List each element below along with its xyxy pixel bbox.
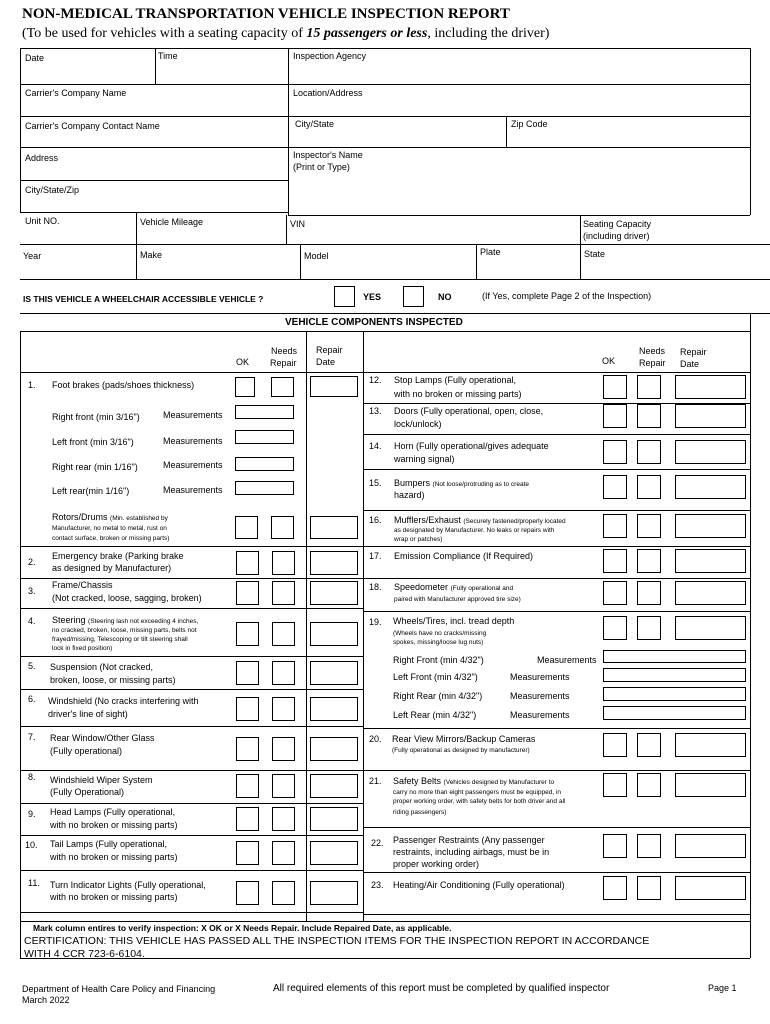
model-input[interactable] — [304, 263, 472, 277]
item-1a-label: Right front (min 3/16") — [52, 412, 140, 422]
item-3-ok-checkbox[interactable] — [236, 581, 259, 605]
item-3-repair-date[interactable] — [310, 581, 358, 605]
item-19-ok-checkbox[interactable] — [603, 616, 627, 640]
grid-line — [363, 770, 750, 771]
item-22-detail-2: proper working order) — [393, 859, 480, 869]
item-18-label: Speedometer (Fully operational and — [394, 582, 514, 592]
col-needs-left: Needs — [271, 346, 298, 356]
item-4-detail-3: lock in fixed position) — [52, 645, 113, 652]
item-6-needs-repair-checkbox[interactable] — [272, 697, 295, 721]
item-2-number: 2. — [28, 557, 36, 567]
item-21-ok-checkbox[interactable] — [603, 773, 627, 797]
item-1d-measurements-label: Measurements — [163, 485, 223, 495]
item-22-needs-repair-checkbox[interactable] — [637, 834, 661, 858]
grid-line — [20, 279, 770, 280]
city-state-input[interactable] — [292, 132, 502, 145]
item-2-label: Emergency brake (Parking brake — [52, 551, 184, 561]
grid-line — [580, 215, 581, 279]
item-21-label: Safety Belts (Vehicles designed by Manufacturer to — [393, 776, 555, 786]
item-6-label: Windshield (No cracks interfering with — [48, 696, 199, 706]
model-label: Model — [304, 251, 329, 261]
grid-line — [286, 215, 287, 244]
grid-line — [363, 611, 750, 612]
unit-no-input[interactable] — [24, 229, 132, 242]
item-9-detail: with no broken or missing parts) — [50, 820, 178, 830]
grid-line — [300, 244, 301, 279]
seating-capacity-sub-label: (including driver) — [583, 231, 650, 241]
item-18-needs-repair-checkbox[interactable] — [637, 581, 661, 605]
item-12-detail: with no broken or missing parts) — [394, 389, 522, 399]
report-subtitle: (To be used for vehicles with a seating capacity of 15 passengers or less, including the driver) — [22, 26, 550, 41]
item-1-ok-checkbox[interactable] — [235, 377, 255, 397]
grid-line — [20, 578, 363, 579]
item-19-detail-1: (Wheels have no cracks/missing — [393, 630, 487, 637]
grid-line — [155, 48, 156, 84]
item-12-label: Stop Lamps (Fully operational, — [394, 375, 517, 385]
item-19-detail-2: spokes, missing/loose lug nuts) — [393, 639, 484, 646]
item-2-detail: as designed by Manufacturer) — [52, 563, 172, 573]
item-12-ok-checkbox[interactable] — [603, 375, 627, 399]
item-19c-measurements-label: Measurements — [510, 691, 570, 701]
item-20-repair-date[interactable] — [675, 733, 746, 757]
item-14-ok-checkbox[interactable] — [603, 440, 627, 464]
item-1-repair-date[interactable] — [310, 376, 358, 397]
item-13-detail: lock/unlock) — [394, 419, 442, 429]
inspector-name-input[interactable] — [292, 176, 746, 212]
item-13-repair-date[interactable] — [675, 404, 746, 428]
year-label: Year — [23, 251, 42, 261]
item-22-detail-1: restraints, including airbags, must be in — [393, 847, 550, 857]
grid-line — [476, 244, 477, 279]
grid-line — [363, 728, 750, 729]
wheelchair-yes-label: YES — [363, 292, 382, 302]
item-14-repair-date[interactable] — [675, 440, 746, 464]
item-22-ok-checkbox[interactable] — [603, 834, 627, 858]
item-10-detail: with no broken or missing parts) — [50, 852, 178, 862]
vin-label: VIN — [290, 219, 306, 229]
grid-line — [20, 212, 288, 213]
item-1b-measurement-input[interactable] — [235, 430, 294, 444]
item-3-detail: (Not cracked, loose, sagging, broken) — [52, 593, 202, 603]
item-3-needs-repair-checkbox[interactable] — [272, 581, 295, 605]
item-5-number: 5. — [28, 661, 36, 671]
item-17-number: 17. — [369, 551, 382, 561]
item-15-label: Bumpers (Not loose/protruding as to create — [394, 478, 529, 488]
item-1b-label: Left front (min 3/16") — [52, 437, 134, 447]
grid-line — [506, 116, 507, 147]
grid-line — [20, 770, 363, 771]
item-23-repair-date[interactable] — [675, 876, 746, 900]
grid-line — [363, 578, 750, 579]
item-3-label: Frame/Chassis — [52, 580, 113, 590]
department-name: Department of Health Care Policy and Financing — [22, 984, 216, 994]
item-4-detail-2: frayed/missing, Telescoping or tilt steering shall — [52, 636, 188, 643]
item-5-detail: broken, loose, or missing parts) — [50, 675, 176, 685]
grid-line — [288, 215, 750, 216]
item-14-label: Horn (Fully operational/gives adequate — [394, 441, 549, 451]
item-1c-measurement-input[interactable] — [235, 457, 294, 471]
item-15-ok-checkbox[interactable] — [603, 475, 627, 499]
certification-line-1: CERTIFICATION: THIS VEHICLE HAS PASSED ALL THE INSPECTION ITEMS FOR THE INSPECTION REPORT IN ACCORDANCE — [24, 935, 650, 947]
item-1-label: Foot brakes (pads/shoes thickness) — [52, 380, 195, 390]
item-19b-measurement-input[interactable] — [603, 668, 746, 682]
item-21-detail-3: riding passengers) — [393, 809, 447, 816]
item-1a-measurement-input[interactable] — [235, 405, 294, 419]
grid-line — [20, 912, 363, 913]
wheelchair-yes-checkbox[interactable] — [334, 286, 355, 307]
wheelchair-question: IS THIS VEHICLE A WHEELCHAIR ACCESSIBLE VEHICLE ? — [23, 294, 264, 304]
make-input[interactable] — [140, 263, 296, 277]
item-1e-ok-checkbox[interactable] — [235, 516, 258, 539]
item-8-label: Windshield Wiper System — [50, 775, 153, 785]
item-22-repair-date[interactable] — [675, 834, 746, 858]
wheelchair-no-label: NO — [438, 292, 452, 302]
grid-line — [363, 331, 364, 921]
item-23-ok-checkbox[interactable] — [603, 876, 627, 900]
grid-line — [20, 921, 750, 922]
wheelchair-no-checkbox[interactable] — [403, 286, 424, 307]
grid-line — [20, 331, 21, 958]
item-22-number: 22. — [371, 838, 384, 848]
grid-line — [20, 689, 363, 690]
item-18-number: 18. — [369, 582, 382, 592]
state-input[interactable] — [584, 263, 770, 277]
item-1e-detail-2: contact surface, broken or missing parts) — [52, 535, 170, 542]
item-16-detail-2: wrap or patches) — [394, 536, 443, 543]
grid-line — [20, 147, 750, 148]
item-3-number: 3. — [28, 586, 36, 596]
inspector-name-label: Inspector's Name — [293, 150, 363, 160]
plate-input[interactable] — [480, 263, 576, 277]
item-22-label: Passenger Restraints (Any passenger — [393, 835, 545, 845]
item-19-repair-date[interactable] — [675, 616, 746, 640]
item-19d-measurement-input[interactable] — [603, 706, 746, 720]
item-7-needs-repair-checkbox[interactable] — [272, 737, 295, 761]
grid-line — [363, 872, 750, 873]
grid-line — [750, 313, 751, 958]
year-input[interactable] — [24, 263, 132, 277]
item-1c-measurements-label: Measurements — [163, 460, 223, 470]
col-ok-left: OK — [236, 357, 250, 367]
item-10-label: Tail Lamps (Fully operational, — [50, 839, 168, 849]
item-19a-measurement-input[interactable] — [603, 650, 746, 663]
item-16-repair-date[interactable] — [675, 514, 746, 538]
item-12-number: 12. — [369, 375, 382, 385]
item-23-needs-repair-checkbox[interactable] — [637, 876, 661, 900]
item-10-ok-checkbox[interactable] — [236, 841, 259, 865]
item-8-number: 8. — [28, 772, 36, 782]
item-19b-measurements-label: Measurements — [510, 672, 570, 682]
col-needs-right: Needs — [639, 346, 666, 356]
location-address-input[interactable] — [292, 100, 746, 114]
grid-line — [20, 608, 363, 609]
grid-line — [363, 510, 750, 511]
city-state-zip-input[interactable] — [24, 196, 284, 210]
item-10-needs-repair-checkbox[interactable] — [272, 841, 295, 865]
item-1e-label: Rotors/Drums (Min. established by — [52, 512, 168, 522]
item-15-detail: hazard) — [394, 490, 425, 500]
item-5-label: Suspension (Not cracked, — [50, 662, 154, 672]
grid-line — [20, 48, 21, 212]
item-15-number: 15. — [369, 478, 382, 488]
item-13-needs-repair-checkbox[interactable] — [637, 404, 661, 428]
item-19-number: 19. — [369, 617, 382, 627]
location-address-label: Location/Address — [293, 88, 363, 98]
zip-code-label: Zip Code — [511, 119, 548, 129]
seating-capacity-label: Seating Capacity — [583, 219, 652, 229]
item-11-label: Turn Indicator Lights (Fully operational, — [50, 880, 206, 890]
item-9-repair-date[interactable] — [310, 807, 358, 831]
item-17-needs-repair-checkbox[interactable] — [637, 549, 661, 573]
item-11-needs-repair-checkbox[interactable] — [272, 881, 295, 905]
vin-input[interactable] — [290, 229, 576, 242]
item-1-number: 1. — [28, 380, 36, 390]
item-1d-measurement-input[interactable] — [235, 481, 294, 495]
grid-line — [20, 48, 750, 49]
vehicle-mileage-label: Vehicle Mileage — [140, 217, 204, 227]
grid-line — [750, 48, 751, 215]
grid-line — [20, 835, 363, 836]
item-1c-label: Right rear (min 1/16") — [52, 462, 138, 472]
item-13-number: 13. — [369, 406, 382, 416]
col-repair-date-right: Repair — [680, 347, 707, 357]
item-19c-measurement-input[interactable] — [603, 687, 746, 701]
grid-line — [136, 212, 137, 279]
item-6-repair-date[interactable] — [310, 697, 358, 721]
item-2-ok-checkbox[interactable] — [236, 551, 259, 575]
plate-label: Plate — [480, 247, 501, 257]
item-8-needs-repair-checkbox[interactable] — [272, 774, 295, 798]
item-1b-measurements-label: Measurements — [163, 436, 223, 446]
grid-line — [20, 870, 363, 871]
item-15-repair-date[interactable] — [675, 475, 746, 499]
vehicle-mileage-input[interactable] — [140, 229, 282, 242]
item-7-number: 7. — [28, 732, 36, 742]
item-1a-measurements-label: Measurements — [163, 410, 223, 420]
carrier-company-name-input[interactable] — [24, 100, 284, 114]
time-input[interactable] — [158, 66, 284, 80]
item-8-repair-date[interactable] — [310, 774, 358, 798]
item-20-label: Rear View Mirrors/Backup Cameras — [392, 734, 536, 744]
item-13-ok-checkbox[interactable] — [603, 404, 627, 428]
carrier-company-name-label: Carrier's Company Name — [25, 88, 127, 98]
col-repair-date-left: Repair — [316, 345, 343, 355]
date-input[interactable] — [24, 66, 152, 80]
make-label: Make — [140, 250, 163, 260]
grid-line — [20, 803, 363, 804]
col-date-left: Date — [316, 357, 336, 367]
wheelchair-note: (If Yes, complete Page 2 of the Inspection) — [482, 291, 652, 301]
carrier-contact-input[interactable] — [24, 132, 284, 145]
item-17-repair-date[interactable] — [675, 549, 746, 573]
time-label: Time — [158, 51, 178, 61]
city-state-zip-label: City/State/Zip — [25, 185, 80, 195]
grid-line — [20, 331, 750, 332]
item-5-ok-checkbox[interactable] — [236, 661, 259, 685]
zip-code-input[interactable] — [510, 132, 746, 145]
item-1e-repair-date[interactable] — [310, 516, 358, 539]
grid-line — [20, 244, 770, 245]
item-16-ok-checkbox[interactable] — [603, 514, 627, 538]
grid-line — [20, 313, 770, 314]
item-20-number: 20. — [369, 734, 382, 744]
item-7-label: Rear Window/Other Glass — [50, 733, 155, 743]
item-21-repair-date[interactable] — [675, 773, 746, 797]
item-8-detail: (Fully Operational) — [50, 787, 125, 797]
item-9-ok-checkbox[interactable] — [236, 807, 259, 831]
date-label: Date — [25, 53, 45, 63]
item-6-number: 6. — [28, 694, 36, 704]
item-2-needs-repair-checkbox[interactable] — [272, 551, 295, 575]
item-7-detail: (Fully operational) — [50, 746, 123, 756]
col-date-right: Date — [680, 359, 700, 369]
page-number: Page 1 — [708, 983, 737, 993]
item-4-detail-1: no cracked, broken, loose, missing parts, belts not — [52, 627, 197, 634]
required-note: All required elements of this report must be completed by qualified inspector — [273, 983, 610, 994]
item-16-label: Mufflers/Exhaust (Securely fastened/properly located — [394, 515, 566, 525]
item-21-needs-repair-checkbox[interactable] — [637, 773, 661, 797]
certification-line-2: WITH 4 CCR 723-6-6104. — [24, 948, 145, 960]
item-1-needs-repair-checkbox[interactable] — [271, 377, 294, 397]
grid-line — [20, 84, 750, 85]
item-14-number: 14. — [369, 441, 382, 451]
item-14-detail: warning signal) — [394, 454, 455, 464]
item-17-ok-checkbox[interactable] — [603, 549, 627, 573]
inspector-name-sub-label: (Print or Type) — [293, 162, 350, 172]
grid-line — [363, 914, 750, 915]
revision-date: March 2022 — [22, 995, 70, 1005]
item-12-repair-date[interactable] — [675, 375, 746, 399]
item-19a-measurements-label: Measurements — [537, 655, 597, 665]
grid-line — [288, 48, 289, 215]
col-ok-right: OK — [602, 356, 616, 366]
grid-line — [363, 546, 750, 547]
item-19-label: Wheels/Tires, incl. tread depth — [393, 616, 515, 626]
components-heading: VEHICLE COMPONENTS INSPECTED — [285, 317, 463, 328]
item-18-detail: paired with Manufacturer approved tire size) — [394, 596, 521, 603]
item-1e-detail-1: Manufacturer, no metal to metal, rust on — [52, 525, 167, 532]
grid-line — [363, 434, 750, 435]
report-title: NON-MEDICAL TRANSPORTATION VEHICLE INSPECTION REPORT — [22, 6, 510, 22]
item-16-detail-1: as designated by Manufacturer. No leaks or repairs with — [394, 527, 555, 534]
grid-line — [20, 656, 363, 657]
item-20-needs-repair-checkbox[interactable] — [637, 733, 661, 757]
item-18-ok-checkbox[interactable] — [603, 581, 627, 605]
item-20-ok-checkbox[interactable] — [603, 733, 627, 757]
item-23-label: Heating/Air Conditioning (Fully operational) — [393, 880, 565, 890]
item-6-detail: driver's line of sight) — [48, 709, 128, 719]
inspection-agency-input[interactable] — [292, 66, 746, 80]
item-16-number: 16. — [369, 515, 382, 525]
item-19b-label: Left Front (min 4/32") — [393, 672, 478, 682]
item-10-number: 10. — [25, 840, 38, 850]
item-1e-needs-repair-checkbox[interactable] — [271, 516, 294, 539]
item-19a-label: Right Front (min 4/32") — [393, 655, 484, 665]
item-5-needs-repair-checkbox[interactable] — [272, 661, 295, 685]
item-4-label: Steering (Steering lash not exceeding 4 inches, — [52, 615, 199, 625]
item-7-ok-checkbox[interactable] — [236, 737, 259, 761]
city-state-label: City/State — [295, 119, 335, 129]
item-16-needs-repair-checkbox[interactable] — [637, 514, 661, 538]
carrier-contact-label: Carrier's Company Contact Name — [25, 121, 160, 131]
state-label: State — [584, 249, 606, 259]
grid-line — [20, 726, 363, 727]
item-4-repair-date[interactable] — [310, 622, 358, 646]
address-input[interactable] — [24, 164, 284, 178]
item-5-repair-date[interactable] — [310, 661, 358, 685]
unit-no-label: Unit NO. — [25, 216, 60, 226]
grid-line — [363, 827, 750, 828]
item-14-needs-repair-checkbox[interactable] — [637, 440, 661, 464]
grid-line — [306, 397, 307, 517]
item-10-repair-date[interactable] — [310, 841, 358, 865]
item-1d-label: Left rear(min 1/16") — [52, 486, 130, 496]
address-label: Address — [25, 153, 59, 163]
item-11-ok-checkbox[interactable] — [236, 881, 259, 905]
item-23-number: 23. — [371, 880, 384, 890]
item-17-label: Emission Compliance (If Required) — [394, 551, 534, 561]
item-9-number: 9. — [28, 809, 36, 819]
item-15-needs-repair-checkbox[interactable] — [637, 475, 661, 499]
item-11-number: 11. — [28, 878, 40, 888]
item-4-needs-repair-checkbox[interactable] — [272, 622, 295, 646]
mark-instructions: Mark column entires to verify inspection: X OK or X Needs Repair. Include Repaired Date, as applicable. — [33, 923, 452, 933]
item-20-detail: (Fully operational as designed by manufacturer) — [392, 747, 530, 754]
grid-line — [20, 546, 363, 547]
item-11-detail: with no broken or missing parts) — [50, 892, 178, 902]
item-21-detail-1: carry no more than eight passengers must be equipped, in — [393, 789, 562, 796]
item-9-label: Head Lamps (Fully operational, — [50, 807, 176, 817]
col-repair-left: Repair — [270, 358, 297, 368]
item-21-detail-2: proper working order, with safety belts for both driver and all — [393, 798, 566, 805]
item-7-repair-date[interactable] — [310, 737, 358, 761]
item-19d-measurements-label: Measurements — [510, 710, 570, 720]
inspection-agency-label: Inspection Agency — [293, 51, 367, 61]
item-21-number: 21. — [369, 776, 382, 786]
item-19c-label: Right Rear (min 4/32") — [393, 691, 483, 701]
item-4-ok-checkbox[interactable] — [236, 622, 259, 646]
grid-line — [363, 469, 750, 470]
item-4-number: 4. — [28, 616, 36, 626]
col-repair-right: Repair — [639, 358, 666, 368]
item-13-label: Doors (Fully operational, open, close, — [394, 406, 544, 416]
item-9-needs-repair-checkbox[interactable] — [272, 807, 295, 831]
item-19-needs-repair-checkbox[interactable] — [637, 616, 661, 640]
item-12-needs-repair-checkbox[interactable] — [637, 375, 661, 399]
item-11-repair-date[interactable] — [310, 881, 358, 905]
grid-line — [20, 372, 750, 373]
item-2-repair-date[interactable] — [310, 551, 358, 575]
item-6-ok-checkbox[interactable] — [236, 697, 259, 721]
item-18-repair-date[interactable] — [675, 581, 746, 605]
grid-line — [20, 116, 750, 117]
grid-line — [20, 180, 288, 181]
item-8-ok-checkbox[interactable] — [236, 774, 259, 798]
item-19d-label: Left Rear (min 4/32") — [393, 710, 477, 720]
